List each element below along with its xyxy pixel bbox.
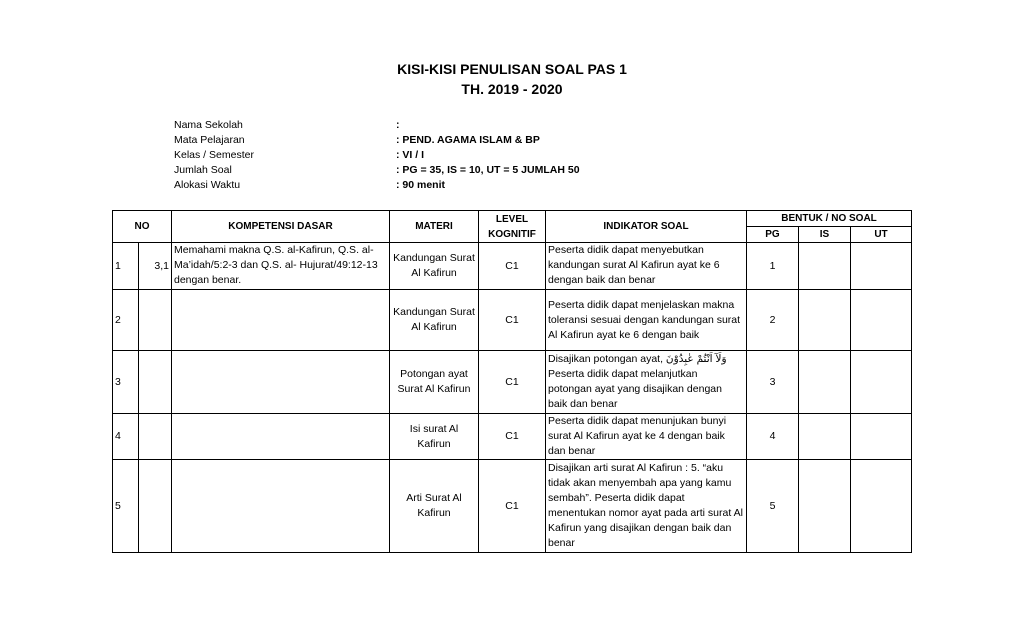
- row-level: C1: [479, 243, 546, 290]
- table-row: [113, 243, 912, 290]
- header-materi: MATERI: [390, 211, 479, 243]
- info-value: : PG = 35, IS = 10, UT = 5 JUMLAH 50: [396, 164, 580, 176]
- row-materi: Arti Surat Al Kafirun: [390, 460, 479, 553]
- row-ut: [851, 414, 912, 460]
- table-row: [113, 460, 912, 553]
- header-bentuk: BENTUK / NO SOAL: [747, 211, 912, 227]
- row-no: 4: [113, 414, 139, 460]
- row-no: 5: [113, 460, 139, 553]
- row-pg: 5: [747, 460, 799, 553]
- row-is: [799, 351, 851, 414]
- info-row-class: [174, 148, 674, 163]
- document-title: KISI-KISI PENULISAN SOAL PAS 1: [397, 61, 627, 77]
- header-level: LEVEL KOGNITIF: [479, 211, 546, 243]
- row-ut: [851, 290, 912, 351]
- row-kompetensi: [172, 414, 390, 460]
- row-kd-no: [139, 290, 172, 351]
- row-indikator: Peserta didik dapat menjelaskan makna toleransi sesuai dengan kandungan surat Al Kafirun ayat ke 6 dengan baik: [546, 290, 747, 351]
- row-is: [799, 460, 851, 553]
- header-no: NO: [113, 211, 172, 243]
- info-value: : 90 menit: [396, 179, 446, 191]
- row-pg: 1: [747, 243, 799, 290]
- info-block: [174, 118, 674, 193]
- row-level: C1: [479, 460, 546, 553]
- row-materi: Potongan ayat Surat Al Kafirun: [390, 351, 479, 414]
- document-year: TH. 2019 - 2020: [461, 81, 563, 97]
- row-pg: 2: [747, 290, 799, 351]
- info-row-school: [174, 118, 674, 133]
- row-level: C1: [479, 414, 546, 460]
- row-kompetensi: [172, 460, 390, 553]
- info-row-count: [174, 163, 674, 178]
- table-row: [113, 351, 912, 414]
- info-label: Nama Sekolah: [174, 119, 243, 131]
- info-label: Mata Pelajaran: [174, 134, 245, 146]
- kisi-kisi-table: [112, 210, 912, 553]
- row-pg: 3: [747, 351, 799, 414]
- table-row: [113, 290, 912, 351]
- row-kompetensi: [172, 351, 390, 414]
- info-value: : PEND. AGAMA ISLAM & BP: [396, 134, 540, 146]
- info-value: : VI / I: [396, 149, 425, 161]
- header-indikator: INDIKATOR SOAL: [546, 211, 747, 243]
- header-ut: UT: [851, 227, 912, 243]
- row-kd-no: 3,1: [139, 243, 172, 290]
- row-level: C1: [479, 351, 546, 414]
- row-level: C1: [479, 290, 546, 351]
- row-indikator: Peserta didik dapat menunjukan bunyi surat Al Kafirun ayat ke 4 dengan baik dan benar: [546, 414, 747, 460]
- row-no: 3: [113, 351, 139, 414]
- row-ut: [851, 243, 912, 290]
- row-materi: Kandungan Surat Al Kafirun: [390, 290, 479, 351]
- row-kd-no: [139, 460, 172, 553]
- row-kompetensi: [172, 290, 390, 351]
- row-pg: 4: [747, 414, 799, 460]
- row-no: 2: [113, 290, 139, 351]
- table-row: [113, 414, 912, 460]
- row-indikator: Disajikan arti surat Al Kafirun : 5. “aku tidak akan menyembah apa yang kamu sembah”. Peserta didik dapat menentukan nomor ayat pada arti surat Al Kafirun yang disajikan dengan baik dan benar: [546, 460, 747, 553]
- row-ut: [851, 460, 912, 553]
- info-label: Jumlah Soal: [174, 164, 232, 176]
- header-kompetensi: KOMPETENSI DASAR: [172, 211, 390, 243]
- info-label: Alokasi Waktu: [174, 179, 241, 191]
- row-indikator: Peserta didik dapat menyebutkan kandungan surat Al Kafirun ayat ke 6 dengan baik dan benar: [546, 243, 747, 290]
- row-materi: Kandungan Surat Al Kafirun: [390, 243, 479, 290]
- header-pg: PG: [747, 227, 799, 243]
- row-materi: Isi surat Al Kafirun: [390, 414, 479, 460]
- row-indikator: Disajikan potongan ayat, وَلَآ اَنْتُمْ عٰبِدُوْنَ Peserta didik dapat melanjutkan potongan ayat yang disajikan dengan baik dan benar: [546, 351, 747, 414]
- info-row-time: [174, 178, 674, 193]
- row-kd-no: [139, 414, 172, 460]
- row-ut: [851, 351, 912, 414]
- row-is: [799, 243, 851, 290]
- row-kd-no: [139, 351, 172, 414]
- row-kompetensi: Memahami makna Q.S. al-Kafirun, Q.S. al-Ma’idah/5:2-3 dan Q.S. al- Hujurat/49:12-13 dengan benar.: [172, 243, 390, 290]
- row-is: [799, 290, 851, 351]
- row-no: 1: [113, 243, 139, 290]
- row-is: [799, 414, 851, 460]
- info-label: Kelas / Semester: [174, 149, 254, 161]
- info-row-subject: [174, 133, 674, 148]
- info-value: :: [396, 119, 400, 131]
- header-is: IS: [799, 227, 851, 243]
